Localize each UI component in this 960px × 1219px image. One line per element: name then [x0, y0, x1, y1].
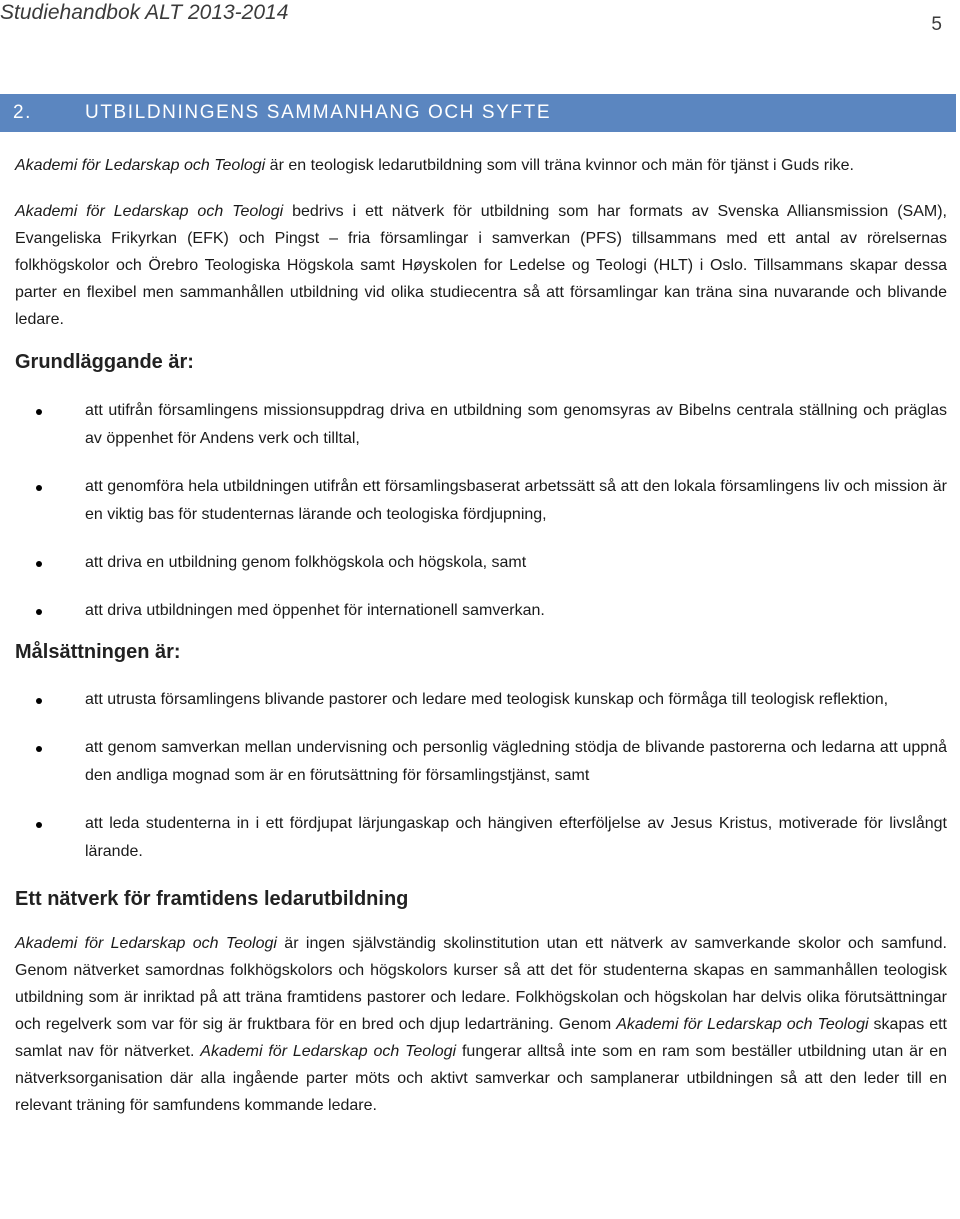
section-number: 2. [13, 102, 33, 123]
org-name: Akademi för Ledarskap och Teologi [15, 203, 284, 220]
bullet-icon [36, 561, 42, 567]
section-heading-banner [0, 94, 956, 132]
section-title: UTBILDNINGENS SAMMANHANG OCH SYFTE [85, 102, 552, 123]
org-name: Akademi för Ledarskap och Teologi [200, 1043, 457, 1060]
list-item: att utifrån församlingens missionsuppdrag driva en utbildning som genomsyras av Bibelns centrala ställning och präglas av öppenhet för Andens verk och tilltal, [15, 397, 947, 453]
list-item: att genomföra hela utbildningen utifrån ett församlingsbaserat arbetssätt så att den lokala församlingens liv och mission är en viktig bas för studenternas lärande och teologiska fördjupning, [15, 473, 947, 529]
list-item: att driva utbildningen med öppenhet för internationell samverkan. [15, 597, 947, 625]
org-name: Akademi för Ledarskap och Teologi [15, 935, 277, 952]
network-paragraph: Akademi för Ledarskap och Teologi bedrivs i ett nätverk för utbildning som har formats av Svenska Alliansmission (SAM), Evangeliska Frikyrkan (EFK) och Pingst – fria församlingar i samverkan (PFS) tillsammans med ett antal av rörelsernas folkhögskolor och Örebro Teologiska Högskola samt Høyskolen for Ledelse og Teologi (HLT) i Oslo. Tillsammans skapar dessa parter en flexibel men sammanhållen utbildning vid olika studiecentra så att församlingar kan träna sina nuvarande och blivande ledare. [15, 203, 947, 328]
document-body [15, 152, 947, 1119]
natverk-heading: Ett nätverk för framtidens ledarutbildning [15, 888, 409, 910]
org-name: Akademi för Ledarskap och Teologi [15, 157, 266, 174]
bullet-icon [36, 485, 42, 491]
list-item: att genom samverkan mellan undervisning och personlig vägledning stödja de blivande pastorerna och ledarna att uppnå den andliga mognad som är en förutsättning för församlingstjänst, samt [15, 734, 947, 790]
list-item: att utrusta församlingens blivande pastorer och ledare med teologisk kunskap och förmåga till teologisk reflektion, [15, 686, 947, 714]
malsattningen-list [15, 686, 947, 866]
bullet-icon [36, 609, 42, 615]
grundlaggande-heading: Grundläggande är: [15, 351, 194, 373]
grundlaggande-list [15, 397, 947, 625]
org-name: Akademi för Ledarskap och Teologi [616, 1016, 869, 1033]
page-number: 5 [931, 14, 942, 35]
natverk-paragraph: Akademi för Ledarskap och Teologi är ingen självständig skolinstitution utan ett nätverk av samverkande skolor och samfund. Genom nätverket samordnas folkhögskolors och högskolors kurser så att det för studenterna skapas en sammanhållen teologisk utbildning som är inriktad på att träna framtidens pastorer och ledare. Folkhögskolan och högskolan har delvis olika förutsättningar och regelverk som var för sig är fruktbara för en bred och djup ledarträning. Genom Akademi för Ledarskap och Teologi skapas ett samlat nav för nätverket. Akademi för Ledarskap och Teologi fungerar alltså inte som en ram som beställer utbildning utan är en nätverksorganisation där alla ingående parter möts och aktivt samverkar och samplanerar utbildningen så att den leder till en relevant träning för samfundens kommande ledare. [15, 935, 948, 1114]
bullet-icon [36, 822, 42, 828]
bullet-icon [36, 409, 42, 415]
list-item: att driva en utbildning genom folkhögskola och högskola, samt [15, 549, 947, 577]
intro-paragraph: Akademi för Ledarskap och Teologi är en teologisk ledarutbildning som vill träna kvinnor och män för tjänst i Guds rike. [15, 157, 854, 174]
list-item: att leda studenterna in i ett fördjupat lärjungaskap och hängiven efterföljelse av Jesus Kristus, motiverade för livslångt lärande. [15, 810, 947, 866]
malsattningen-heading: Målsättningen är: [15, 641, 181, 663]
running-header-title: Studiehandbok ALT 2013-2014 [0, 1, 289, 24]
bullet-icon [36, 698, 42, 704]
bullet-icon [36, 746, 42, 752]
